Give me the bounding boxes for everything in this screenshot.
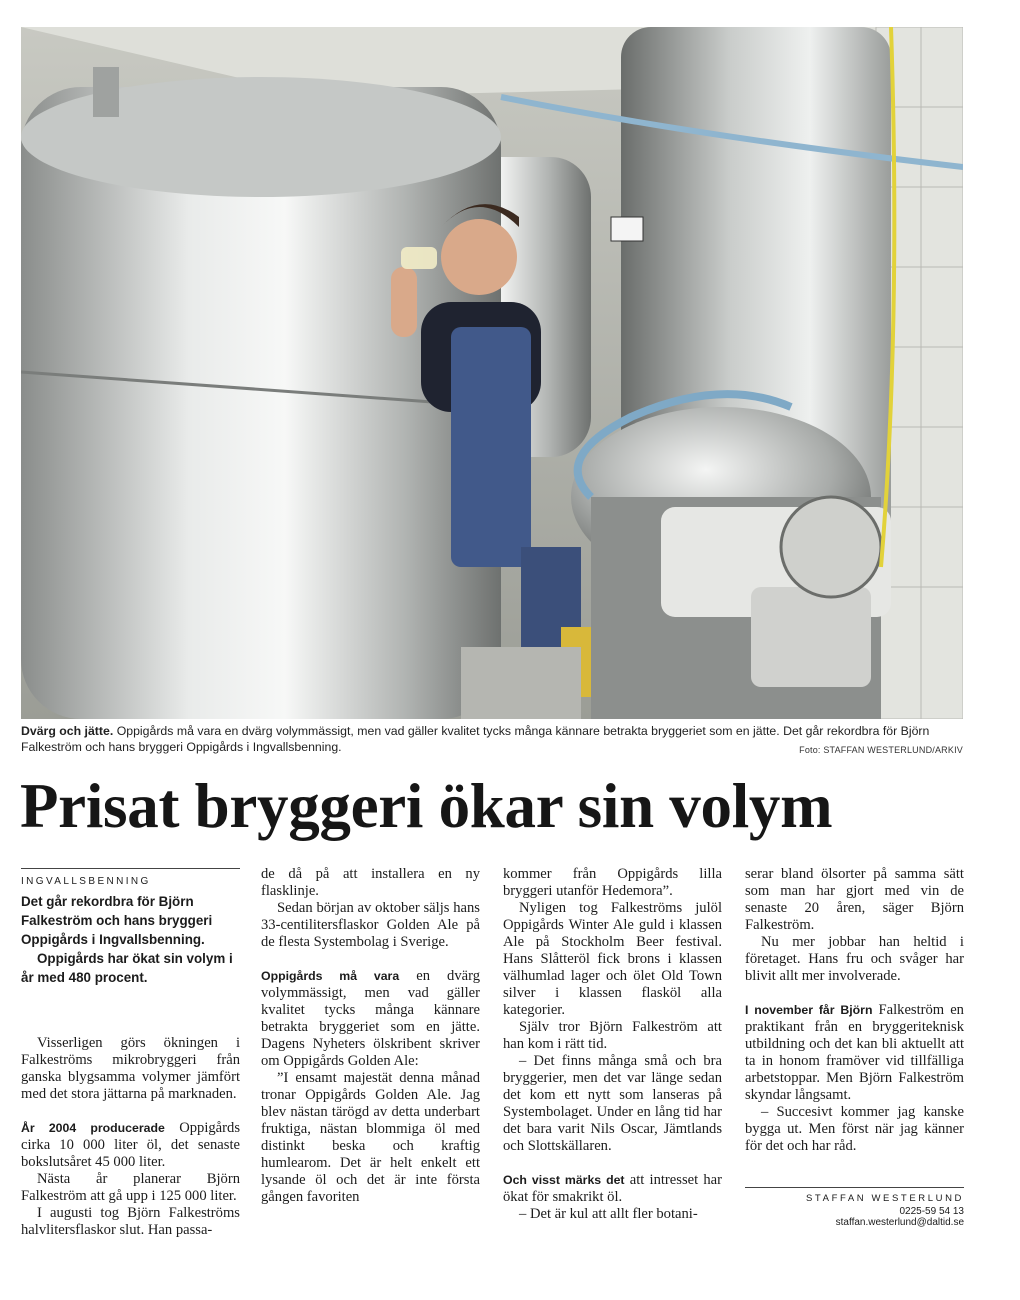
article-column-2 xyxy=(261,866,480,1206)
paragraph-text: att intresset har ökat för smakrikt öl. xyxy=(503,1172,722,1205)
body-paragraph: de då på att installera en ny flasklinje. xyxy=(261,866,480,899)
paragraph-text: Falkeström en praktikant från en bryggeriteknisk utbildning och det kan bli aktuellt att ta in honom framöver vid tillfälliga arbetstoppar. Men Björn Falkeström skyndar långsamt. xyxy=(745,1002,964,1103)
body-paragraph: Själv tror Björn Falkeström att han kom i rätt tid. xyxy=(503,1019,722,1052)
body-paragraph: Nyligen tog Falkeströms julöl Oppigårds Winter Ale guld i klassen Ale på Stockholm Beer festival. Hans Slåtteröl fick brons i klassen välhumlad lager och ölet Old Town silver i klassen flasköl alla kategorier. xyxy=(503,900,722,1018)
caption-lead: Dvärg och jätte. xyxy=(21,724,114,738)
headline: Prisat bryggeri ökar sin volym xyxy=(20,771,833,841)
article-column-4 xyxy=(745,866,964,1155)
body-paragraph: I augusti tog Björn Falkeströms halvlitersflaskor slut. Han passa- xyxy=(21,1205,240,1238)
paragraph-text: Oppigårds cirka 10 000 liter öl, det senaste bokslutsåret 45 000 liter. xyxy=(21,1120,240,1170)
byline-name: STAFFAN WESTERLUND xyxy=(806,1193,964,1204)
body-paragraph: Visserligen görs ökningen i Falkeströms mikrobryggeri från ganska blygsamma volymer jämfört med det stora jättarna på marknaden. xyxy=(21,1035,240,1102)
body-paragraph: serar bland ölsorter på samma sätt som man har gjort med vin de senaste 20 åren, säger Björn Falkeström. xyxy=(745,866,964,933)
ingress-line-1: Det går rekordbra för Björn Falkeström och hans bryggeri Oppigårds i Ingvallsbenning. xyxy=(21,894,213,947)
dateline-kicker: INGVALLSBENNING xyxy=(21,868,240,890)
body-paragraph: Sedan början av oktober säljs hans 33-centilitersflaskor Golden Ale på de flesta Systembolag i Sverige. xyxy=(261,900,480,950)
body-paragraph xyxy=(21,1120,240,1171)
byline-email: staffan.westerlund@daltid.se xyxy=(835,1217,964,1228)
body-paragraph xyxy=(503,1172,722,1206)
paragraph-lead: Och visst märks det xyxy=(503,1173,625,1187)
body-paragraph xyxy=(745,1002,964,1104)
paragraph-text: en dvärg volymmässigt, men vad gäller kvalitet tycks många kännare betrakta bryggeriet som en jätte. Dagens Nyheters ölskribent skriver om Oppigårds Golden Ale: xyxy=(261,968,480,1069)
body-paragraph: ”I ensamt majestät denna månad tronar Oppigårds Golden Ale. Jag blev nästan tärögd av detta underbart fruktiga, nästan blommiga öl med distinkt beska och kraftig humlearom. Det är helt enkelt ett lysande öl och det är inte första gången favoriten xyxy=(261,1070,480,1205)
ingress xyxy=(21,892,240,987)
body-paragraph: – Succesivt kommer jag kanske bygga ut. Men först när jag känner för det och har råd. xyxy=(745,1104,964,1154)
paragraph-lead: I november får Björn xyxy=(745,1003,873,1017)
body-paragraph: – Det finns många små och bra bryggerier, men det var länge sedan det kom ett nytt som lanseras på Systembolaget. Under en lång tid har det bara varit Nils Oscar, Jämtlands och Slottskällaren. xyxy=(503,1053,722,1154)
body-paragraph: – Det är kul att allt fler botani- xyxy=(519,1206,698,1222)
paragraph-lead: Oppigårds må vara xyxy=(261,969,400,983)
byline-block xyxy=(745,1187,964,1228)
body-paragraph: kommer från Oppigårds lilla bryggeri utanför Hedemora”. xyxy=(503,866,722,899)
article-photo xyxy=(21,27,963,719)
caption-text: Oppigårds må vara en dvärg volymmässigt, men vad gäller kvalitet tycks många kännare betrakta bryggeriet som en jätte. Det går rekordbra för Björn Falkeström och hans bryggeri Oppigårds i Ingvallsbenning. xyxy=(21,724,930,754)
paragraph-lead: År 2004 producerade xyxy=(21,1121,165,1135)
article-column-3 xyxy=(503,866,722,1223)
byline-phone: 0225-59 54 13 xyxy=(899,1206,964,1217)
body-paragraph xyxy=(261,968,480,1070)
photo-credit: Foto: STAFFAN WESTERLUND/ARKIV xyxy=(799,745,963,755)
body-paragraph: Nästa år planerar Björn Falkeström att gå upp i 125 000 liter. xyxy=(21,1171,240,1204)
body-paragraph: Nu mer jobbar han heltid i företaget. Hans fru och svåger har blivit allt mer involverade. xyxy=(745,934,964,984)
article-column-1 xyxy=(21,866,240,1239)
ingress-line-2: Oppigårds har ökat sin volym i år med 480 procent. xyxy=(21,951,233,985)
